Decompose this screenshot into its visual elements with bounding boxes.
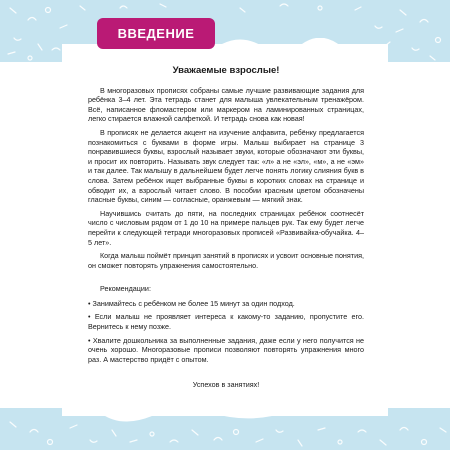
recommendations-heading: Рекомендации:: [100, 284, 151, 294]
recommendation-item: • Если малыш не проявляет интереса к какому-то заданию, пропустите его. Вернитесь к нему позже.: [88, 312, 364, 332]
paragraph: Научившись считать до пяти, на последних страницах ребёнок соотнесёт число с числовым рядом от 1 до 10 на примере пальцев рук. Так ему будет легче перейти к следующей тетради многоразовых прописей «Развивайка-обучайка. 4–5 лет».: [88, 208, 364, 247]
section-title-badge: ВВЕДЕНИЕ: [97, 18, 215, 49]
torn-edge-bottom: [62, 408, 388, 422]
paragraph: В прописях не делается акцент на изучение алфавита, ребёнку предлагается познакомиться с буквами в форме игры. Малыш выбирает на странице 3 понравившиеся буквы, взрослый называет звуки, которые обозначают эти буквы, и просит их повторить. Называть звук следует так: «л» а не «эл», «м», а не «эм» и так далее. Так малышу в дальнейшем будет легче понять логику слияния букв в слова. Затем ребёнок ищет выбранные буквы в коротких словах на странице и обводит их, а взрослый читает слово. В пособии красным цветом обозначены гласные буквы, синим — согласные, оранжевым — мягкий знак.: [88, 127, 364, 205]
recommendation-item: • Хвалите дошкольника за выполненные задания, даже если у него получится не очень хорошо. Многоразовые прописи позволяют повторять упражнения много раз. А мастерство придёт с опытом.: [88, 335, 364, 364]
paragraph: В многоразовых прописях собраны самые лучшие развивающие задания для ребёнка 3–4 лет. Эта тетрадь станет для малыша увлекательным тренажёром. Всё, написанное фломастером или маркером на ламинированных страницах, легко стирается влажной салфеткой. И тетрадь снова как новая!: [88, 85, 364, 124]
closing-wish: Успехов в занятиях!: [192, 380, 260, 390]
recommendation-item: • Занимайтесь с ребёнком не более 15 минут за один подход.: [88, 298, 295, 308]
introduction-text: [88, 60, 364, 390]
salutation-heading: Уважаемые взрослые!: [172, 65, 280, 76]
paragraph: Когда малыш поймёт принцип занятий в прописях и усвоит основные понятия, он сможет повторять упражнения самостоятельно.: [88, 251, 364, 270]
